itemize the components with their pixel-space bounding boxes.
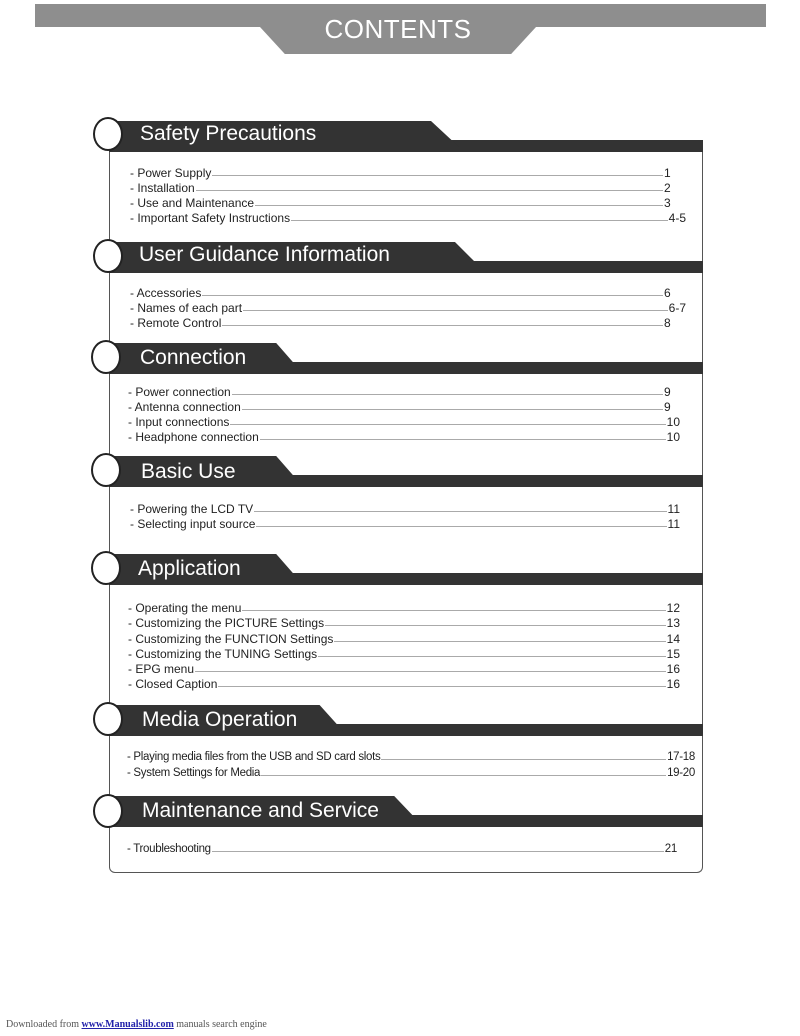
- section-bullet-icon: [91, 551, 121, 585]
- leader-line: [212, 851, 664, 852]
- leader-line: [318, 656, 665, 657]
- section-bullet-icon: [91, 453, 121, 487]
- page-number: 16: [666, 677, 680, 691]
- page-number: 8: [664, 316, 671, 330]
- page-number: 12: [666, 601, 680, 615]
- page-number: 14: [666, 632, 680, 646]
- leader-line: [261, 775, 666, 776]
- section-bullet-icon: [93, 239, 123, 273]
- page-number: 13: [666, 616, 680, 630]
- toc-entry[interactable]: - Customizing the FUNCTION Settings 14: [128, 632, 680, 646]
- leader-line: [254, 511, 666, 512]
- toc-entry[interactable]: - EPG menu 16: [128, 662, 680, 676]
- leader-line: [325, 625, 666, 626]
- leader-line: [230, 424, 665, 425]
- section-bullet-icon: [93, 117, 123, 151]
- leader-line: [232, 394, 663, 395]
- toc-entry[interactable]: - Accessories 6: [130, 286, 674, 300]
- page-number: 17-18: [667, 751, 695, 763]
- leader-line: [242, 610, 665, 611]
- toc-entry[interactable]: - Remote Control 8: [130, 316, 674, 330]
- toc-entry[interactable]: - Closed Caption 16: [128, 677, 680, 691]
- toc-entry[interactable]: - Troubleshooting 21: [127, 843, 677, 855]
- section-title: Media Operation: [142, 708, 298, 731]
- section-bullet-icon: [93, 794, 123, 828]
- leader-line: [381, 759, 666, 760]
- toc-entry[interactable]: - Important Safety Instructions 4-5: [130, 211, 686, 225]
- toc-entry[interactable]: - Customizing the TUNING Settings 15: [128, 647, 680, 661]
- toc-entry[interactable]: - Power Supply 1: [130, 166, 674, 180]
- page-number: 10: [666, 430, 680, 444]
- toc-entry[interactable]: - Headphone connection 10: [128, 430, 680, 444]
- leader-line: [218, 686, 665, 687]
- toc-entry[interactable]: - Operating the menu 12: [128, 601, 680, 615]
- section-title: Basic Use: [141, 460, 236, 483]
- toc-entry[interactable]: - Playing media files from the USB and SD card slots 17-18: [127, 751, 695, 763]
- leader-line: [260, 439, 666, 440]
- page-number: 21: [664, 843, 677, 855]
- page-number: 2: [664, 181, 671, 195]
- toc-entry[interactable]: - Customizing the PICTURE Settings 13: [128, 616, 680, 630]
- leader-line: [196, 190, 663, 191]
- section-bullet-icon: [93, 702, 123, 736]
- page-number: 15: [666, 647, 680, 661]
- leader-line: [334, 641, 665, 642]
- toc-entry[interactable]: - System Settings for Media 19-20: [127, 767, 695, 779]
- page-number: 9: [664, 400, 671, 414]
- page-number: 9: [664, 385, 671, 399]
- leader-line: [202, 295, 663, 296]
- page-number: 11: [667, 502, 680, 516]
- manualslib-link[interactable]: www.Manualslib.com: [81, 1019, 174, 1030]
- section-title: Application: [138, 557, 241, 580]
- leader-line: [243, 310, 668, 311]
- footer-note: Downloaded from www.Manualslib.com manuals search engine: [6, 1019, 267, 1030]
- page-number: 10: [666, 415, 680, 429]
- toc-entry[interactable]: - Antenna connection 9: [128, 400, 674, 414]
- toc-entry[interactable]: - Installation 2: [130, 181, 674, 195]
- leader-line: [212, 175, 663, 176]
- page-number: 6-7: [668, 301, 686, 315]
- section-title: User Guidance Information: [139, 243, 390, 266]
- page-number: 16: [666, 662, 680, 676]
- page-title: CONTENTS: [324, 14, 472, 44]
- leader-line: [195, 671, 666, 672]
- leader-line: [222, 325, 663, 326]
- toc-entry[interactable]: - Power connection 9: [128, 385, 674, 399]
- leader-line: [256, 526, 666, 527]
- page-number: 11: [667, 517, 680, 531]
- toc-entry[interactable]: - Selecting input source 11: [130, 517, 680, 531]
- toc-entry[interactable]: - Use and Maintenance 3: [130, 196, 674, 210]
- toc-entry[interactable]: - Powering the LCD TV 11: [130, 502, 680, 516]
- page-number: 4-5: [668, 211, 686, 225]
- section-title: Connection: [140, 346, 247, 369]
- page-number: 1: [664, 166, 671, 180]
- page-number: 6: [664, 286, 671, 300]
- leader-line: [291, 220, 668, 221]
- page-number: 19-20: [667, 767, 695, 779]
- leader-line: [242, 409, 663, 410]
- section-title: Maintenance and Service: [142, 799, 379, 822]
- toc-entry[interactable]: - Names of each part 6-7: [130, 301, 686, 315]
- toc-entry[interactable]: - Input connections 10: [128, 415, 680, 429]
- section-bullet-icon: [91, 340, 121, 374]
- leader-line: [255, 205, 663, 206]
- page-number: 3: [664, 196, 671, 210]
- section-title: Safety Precautions: [140, 122, 317, 145]
